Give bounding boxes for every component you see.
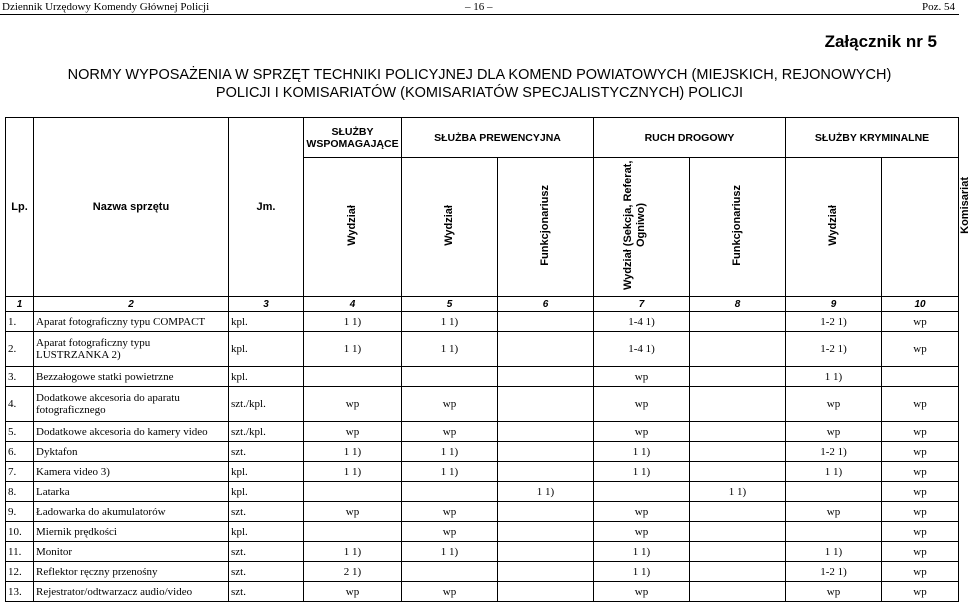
row-lp: 9. xyxy=(6,502,34,522)
row-value xyxy=(690,442,786,462)
row-value: wp xyxy=(594,422,690,442)
row-value xyxy=(498,462,594,482)
row-value: 1 1) xyxy=(402,332,498,367)
row-value xyxy=(690,312,786,332)
row-unit: szt./kpl. xyxy=(229,387,304,422)
row-value: wp xyxy=(882,502,959,522)
column-numbers-row xyxy=(6,297,959,312)
row-unit: szt. xyxy=(229,542,304,562)
row-unit: szt. xyxy=(229,442,304,462)
row-value: wp xyxy=(882,522,959,542)
table-row xyxy=(6,582,959,602)
row-value xyxy=(498,582,594,602)
table-row xyxy=(6,367,959,387)
table-row xyxy=(6,422,959,442)
row-value xyxy=(690,422,786,442)
row-value: 1 1) xyxy=(402,442,498,462)
row-value: 1 1) xyxy=(594,442,690,462)
row-unit: kpl. xyxy=(229,462,304,482)
row-unit: kpl. xyxy=(229,367,304,387)
row-unit: szt. xyxy=(229,582,304,602)
page-header xyxy=(0,0,959,14)
row-value: wp xyxy=(882,482,959,502)
row-value xyxy=(498,562,594,582)
row-value: wp xyxy=(882,582,959,602)
row-value xyxy=(304,367,402,387)
column-number: 5 xyxy=(402,297,498,312)
row-value xyxy=(498,522,594,542)
row-value: wp xyxy=(594,502,690,522)
row-value: wp xyxy=(402,502,498,522)
row-lp: 2. xyxy=(6,332,34,367)
row-value: 1 1) xyxy=(594,542,690,562)
row-value: wp xyxy=(594,522,690,542)
row-equipment-name: Latarka xyxy=(34,482,229,502)
row-value: wp xyxy=(786,387,882,422)
row-value xyxy=(690,582,786,602)
row-equipment-name: Dyktafon xyxy=(34,442,229,462)
row-value: 1 1) xyxy=(304,462,402,482)
row-value xyxy=(690,522,786,542)
row-value xyxy=(594,482,690,502)
journal-name: Dziennik Urzędowy Komendy Głównej Policji xyxy=(2,1,210,13)
table-body xyxy=(6,312,959,602)
group-traffic: RUCH DROGOWY xyxy=(594,118,786,158)
position-number: Poz. 54 xyxy=(922,1,955,13)
group-support-services: SŁUŻBY WSPOMAGAJĄCE xyxy=(304,118,402,158)
row-unit: kpl. xyxy=(229,482,304,502)
row-equipment-name: Miernik prędkości xyxy=(34,522,229,542)
row-value: 1-2 1) xyxy=(786,312,882,332)
table-row xyxy=(6,312,959,332)
row-value: 1 1) xyxy=(594,562,690,582)
title-line-1: NORMY WYPOSAŻENIA W SPRZĘT TECHNIKI POLICYJNEJ DLA KOMEND POWIATOWYCH (MIEJSKICH, REJONOWYCH) xyxy=(67,67,892,83)
row-equipment-name: Dodatkowe akcesoria do kamery video xyxy=(34,422,229,442)
col-funkcjonariusz-traffic: Funkcjonariusz xyxy=(690,158,786,297)
row-value: 1 1) xyxy=(402,542,498,562)
row-value: wp xyxy=(882,422,959,442)
row-value: 1-4 1) xyxy=(594,332,690,367)
row-value: wp xyxy=(304,502,402,522)
table-row xyxy=(6,442,959,462)
row-value xyxy=(498,442,594,462)
row-value: 1 1) xyxy=(304,312,402,332)
row-value: wp xyxy=(402,522,498,542)
row-value xyxy=(498,422,594,442)
row-value: 1 1) xyxy=(402,312,498,332)
column-number: 8 xyxy=(690,297,786,312)
row-equipment-name: Dodatkowe akcesoria do aparatu fotograficznego xyxy=(34,387,229,422)
table-row xyxy=(6,387,959,422)
col-wydzial-criminal: Wydział xyxy=(786,158,882,297)
row-lp: 5. xyxy=(6,422,34,442)
row-lp: 6. xyxy=(6,442,34,462)
row-value: 2 1) xyxy=(304,562,402,582)
row-value xyxy=(690,462,786,482)
row-value xyxy=(402,482,498,502)
row-equipment-name: Aparat fotograficzny typu LUSTRZANKA 2) xyxy=(34,332,229,367)
title-line-2: POLICJI I KOMISARIATÓW (KOMISARIATÓW SPECJALISTYCZNYCH) POLICJI xyxy=(215,85,744,101)
group-criminal: SŁUŻBY KRYMINALNE xyxy=(786,118,959,158)
row-value xyxy=(690,562,786,582)
row-unit: szt./kpl. xyxy=(229,422,304,442)
row-value: wp xyxy=(304,582,402,602)
row-value xyxy=(304,482,402,502)
col-wydzial-support: Wydział xyxy=(304,158,402,297)
row-unit: kpl. xyxy=(229,522,304,542)
row-value xyxy=(882,367,959,387)
row-lp: 11. xyxy=(6,542,34,562)
row-value xyxy=(498,312,594,332)
row-value: wp xyxy=(594,582,690,602)
row-value xyxy=(402,562,498,582)
row-value xyxy=(690,332,786,367)
table-row xyxy=(6,542,959,562)
row-value xyxy=(402,367,498,387)
row-value xyxy=(304,522,402,542)
row-value xyxy=(690,367,786,387)
row-value: 1-2 1) xyxy=(786,332,882,367)
row-value: wp xyxy=(786,502,882,522)
row-value: 1-2 1) xyxy=(786,562,882,582)
table-row xyxy=(6,482,959,502)
row-unit: kpl. xyxy=(229,312,304,332)
table-row xyxy=(6,332,959,367)
table-row xyxy=(6,562,959,582)
row-value: 1-4 1) xyxy=(594,312,690,332)
row-value xyxy=(498,542,594,562)
row-value: wp xyxy=(882,562,959,582)
row-equipment-name: Rejestrator/odtwarzacz audio/video xyxy=(34,582,229,602)
column-number: 2 xyxy=(34,297,229,312)
row-value: 1 1) xyxy=(690,482,786,502)
row-value xyxy=(498,332,594,367)
row-value: wp xyxy=(882,462,959,482)
row-value: 1 1) xyxy=(304,442,402,462)
row-value: wp xyxy=(786,582,882,602)
column-number: 1 xyxy=(6,297,34,312)
row-value: wp xyxy=(594,367,690,387)
col-wydzial-traffic: Wydział (Sekcja, Referat, Ogniwo) xyxy=(594,158,690,297)
row-value: wp xyxy=(882,312,959,332)
row-value xyxy=(690,542,786,562)
header-divider xyxy=(0,14,959,15)
row-value: wp xyxy=(882,442,959,462)
column-number: 6 xyxy=(498,297,594,312)
row-unit: szt. xyxy=(229,562,304,582)
row-value: 1-2 1) xyxy=(786,442,882,462)
col-wydzial-prevention: Wydział xyxy=(402,158,498,297)
row-value: wp xyxy=(882,542,959,562)
row-value: 1 1) xyxy=(304,332,402,367)
header-lp: Lp. xyxy=(6,118,34,297)
row-equipment-name: Reflektor ręczny przenośny xyxy=(34,562,229,582)
row-value xyxy=(786,482,882,502)
row-unit: kpl. xyxy=(229,332,304,367)
row-value: wp xyxy=(882,332,959,367)
column-number: 9 xyxy=(786,297,882,312)
row-value xyxy=(498,367,594,387)
row-lp: 1. xyxy=(6,312,34,332)
annex-label: Załącznik nr 5 xyxy=(824,32,937,51)
row-value: wp xyxy=(304,422,402,442)
header-equipment-name: Nazwa sprzętu xyxy=(34,118,229,297)
row-value: 1 1) xyxy=(786,462,882,482)
col-funkcjonariusz-prevention: Funkcjonariusz xyxy=(498,158,594,297)
group-prevention: SŁUŻBA PREWENCYJNA xyxy=(402,118,594,158)
row-value xyxy=(498,387,594,422)
row-value xyxy=(690,387,786,422)
row-lp: 13. xyxy=(6,582,34,602)
row-lp: 7. xyxy=(6,462,34,482)
row-equipment-name: Bezzałogowe statki powietrzne xyxy=(34,367,229,387)
row-value: wp xyxy=(882,387,959,422)
row-equipment-name: Aparat fotograficzny typu COMPACT xyxy=(34,312,229,332)
equipment-norms-table: Lp. Nazwa sprzętu Jm. SŁUŻBY WSPOMAGAJĄCE SŁUŻBA PREWENCYJNA RUCH DROGOWY SŁUŻBY KRYMINALNE Komisariat Wydział Wydział Funkcjonariusz Wydział (Sekcja, Referat, Ogniwo) Funkcjonariusz Wydział 1 2 3 4 5 6 7 8 9 10 1. Aparat fotograficzny typu COMPACT kpl. 1 1) 1 1) 1-4 1) 1-2 1) wp 2. Aparat fotograficzny typu LUSTRZANKA 2) kpl. 1 1) 1 1) 1-4 1) 1-2 1) wp 3. Bezzałogowe statki powietrzne kpl. wp 1 1) 4. Dodatkowe akcesoria do aparatu fotograficznego szt./kpl. wp wp wp wp wp 5. Dodatkowe akcesoria do kamery video szt./kpl. wp wp wp wp wp 6. Dyktafon szt. 1 1) 1 1) 1 1) 1-2 1) wp 7. Kamera video 3) kpl. 1 1) 1 1) 1 1) 1 1) wp 8. Latarka kpl. 1 1) 1 1) wp 9. Ładowarka do akumulatorów szt. wp wp wp wp wp 10. Miernik prędkości kpl. wp wp wp 11. Monitor szt. 1 1) 1 1) 1 1) 1 1) wp 12. Reflektor ręczny przenośny szt. 2 1) 1 1) 1-2 1) wp 13. Rejestrator/odtwarzacz audio/video szt. wp wp wp wp wp xyxy=(5,117,959,602)
row-value: 1 1) xyxy=(498,482,594,502)
row-value: 1 1) xyxy=(786,367,882,387)
page-number: – 16 – xyxy=(465,1,493,13)
column-number: 3 xyxy=(229,297,304,312)
table-row xyxy=(6,462,959,482)
column-number: 4 xyxy=(304,297,402,312)
header-unit: Jm. xyxy=(229,118,304,297)
row-value: 1 1) xyxy=(304,542,402,562)
row-value: wp xyxy=(304,387,402,422)
row-value: wp xyxy=(402,582,498,602)
row-value: 1 1) xyxy=(402,462,498,482)
row-value xyxy=(498,502,594,522)
row-value: 1 1) xyxy=(594,462,690,482)
table-row xyxy=(6,502,959,522)
row-equipment-name: Kamera video 3) xyxy=(34,462,229,482)
row-value: wp xyxy=(786,422,882,442)
row-value: wp xyxy=(402,422,498,442)
column-number: 10 xyxy=(882,297,959,312)
row-value xyxy=(690,502,786,522)
row-lp: 10. xyxy=(6,522,34,542)
row-lp: 8. xyxy=(6,482,34,502)
row-value xyxy=(786,522,882,542)
row-value: wp xyxy=(594,387,690,422)
row-lp: 3. xyxy=(6,367,34,387)
table-row xyxy=(6,522,959,542)
row-unit: szt. xyxy=(229,502,304,522)
column-number: 7 xyxy=(594,297,690,312)
row-equipment-name: Monitor xyxy=(34,542,229,562)
row-value: 1 1) xyxy=(786,542,882,562)
row-equipment-name: Ładowarka do akumulatorów xyxy=(34,502,229,522)
row-lp: 4. xyxy=(6,387,34,422)
row-value: wp xyxy=(402,387,498,422)
row-lp: 12. xyxy=(6,562,34,582)
